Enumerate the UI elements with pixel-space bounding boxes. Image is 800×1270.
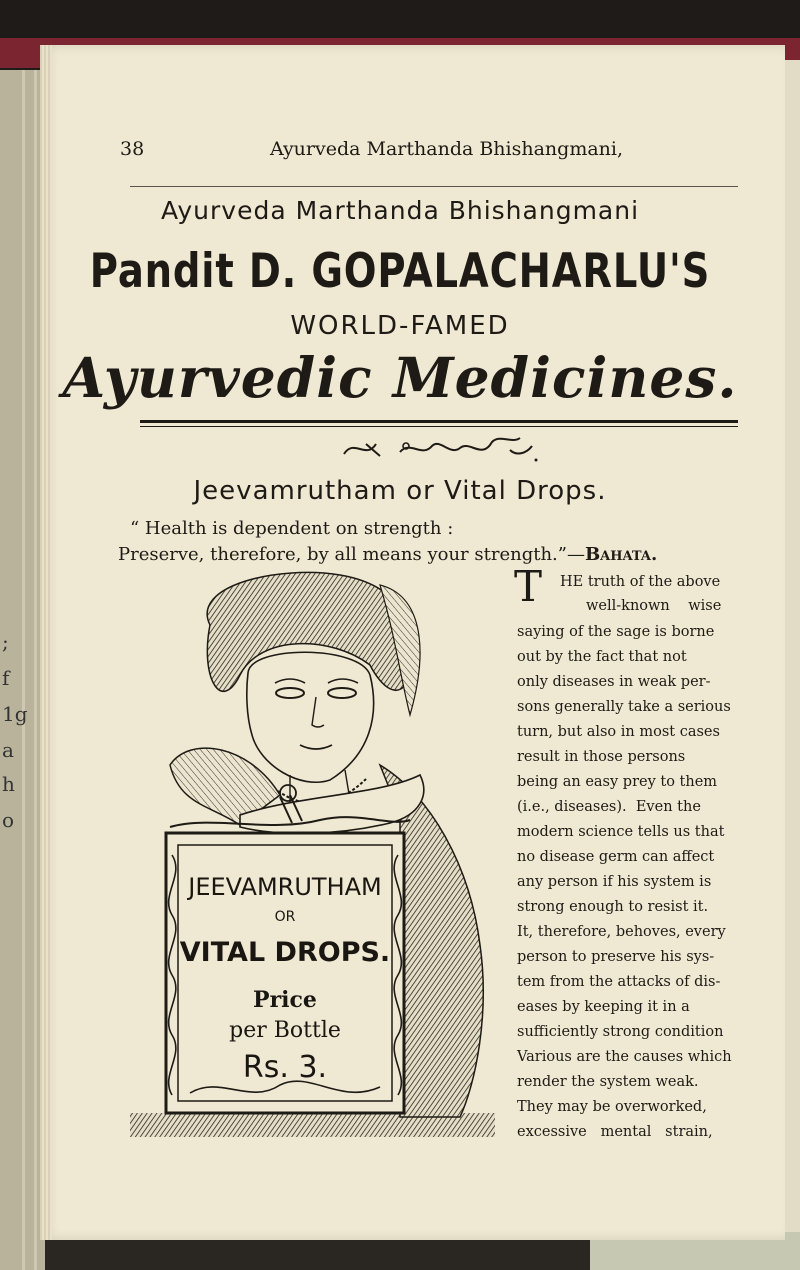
drop-cap: T bbox=[514, 562, 543, 611]
ad-title-line4: Ayurvedic Medicines. bbox=[62, 345, 738, 410]
body-line: turn, but also in most cases bbox=[517, 724, 720, 740]
body-line: sufficiently strong condition bbox=[517, 1024, 724, 1040]
body-line: any person if his system is bbox=[517, 874, 712, 890]
header-rule bbox=[130, 186, 738, 187]
label-product-name: JEEVAMRUTHAM bbox=[188, 873, 382, 901]
body-line: no disease germ can affect bbox=[517, 849, 715, 865]
prev-page-fragment: f bbox=[2, 666, 10, 690]
quote-line-1: “ Health is dependent on strength : bbox=[130, 518, 454, 539]
quote-line-2 bbox=[118, 544, 657, 565]
advertisement-illustration bbox=[130, 565, 500, 1145]
flourish-ornament-icon bbox=[340, 430, 540, 466]
product-title: Jeevamrutham or Vital Drops. bbox=[193, 476, 607, 506]
body-line: result in those persons bbox=[517, 749, 686, 765]
quote-text: Preserve, therefore, by all means your strength.”— bbox=[118, 544, 585, 565]
body-line: being an easy prey to them bbox=[517, 774, 718, 790]
body-line: render the system weak. bbox=[517, 1074, 699, 1090]
label-per-bottle: per Bottle bbox=[229, 1018, 341, 1043]
prev-page-fragment: 1g bbox=[2, 702, 28, 726]
prev-page-fragment: a bbox=[2, 738, 14, 762]
body-line: well-known wise bbox=[586, 598, 722, 614]
body-line: person to preserve his sys- bbox=[517, 949, 715, 965]
prev-page-fragment: o bbox=[2, 808, 15, 832]
label-or: OR bbox=[274, 909, 296, 925]
body-line: sons generally take a serious bbox=[517, 699, 731, 715]
running-title: Ayurveda Marthanda Bhishangmani, bbox=[270, 138, 624, 160]
double-rule-top bbox=[140, 420, 738, 423]
body-line: (i.e., diseases). Even the bbox=[517, 799, 701, 815]
label-price: Price bbox=[253, 987, 317, 1013]
body-line: Various are the causes which bbox=[517, 1049, 732, 1065]
page-number: 38 bbox=[120, 138, 145, 160]
body-line: eases by keeping it in a bbox=[517, 999, 690, 1015]
body-line: out by the fact that not bbox=[517, 649, 687, 665]
body-line: tem from the attacks of dis- bbox=[517, 974, 721, 990]
prev-page-fragment: h bbox=[2, 772, 15, 796]
quote-attribution: Bahata. bbox=[584, 544, 658, 565]
body-line: It, therefore, behoves, every bbox=[517, 924, 726, 940]
ad-title-line1: Ayurveda Marthanda Bhishangmani bbox=[160, 196, 640, 225]
previous-page-edge bbox=[0, 70, 45, 1270]
ad-title-line3: WORLD-FAMED bbox=[290, 311, 510, 341]
body-line: modern science tells us that bbox=[517, 824, 725, 840]
body-line: HE truth of the above bbox=[560, 574, 721, 590]
body-line: saying of the sage is borne bbox=[517, 624, 715, 640]
double-rule-bottom bbox=[140, 426, 738, 427]
body-line: only diseases in weak per- bbox=[517, 674, 711, 690]
body-line: They may be overworked, bbox=[517, 1099, 707, 1115]
label-price-value: Rs. 3. bbox=[242, 1050, 328, 1085]
prev-page-fragment: ; bbox=[2, 630, 9, 654]
label-vital-drops: VITAL DROPS. bbox=[179, 937, 391, 968]
ad-title-line2: Pandit D. GOPALACHARLU'S bbox=[89, 244, 711, 299]
body-line: excessive mental strain, bbox=[517, 1124, 713, 1140]
body-line: strong enough to resist it. bbox=[517, 899, 709, 915]
